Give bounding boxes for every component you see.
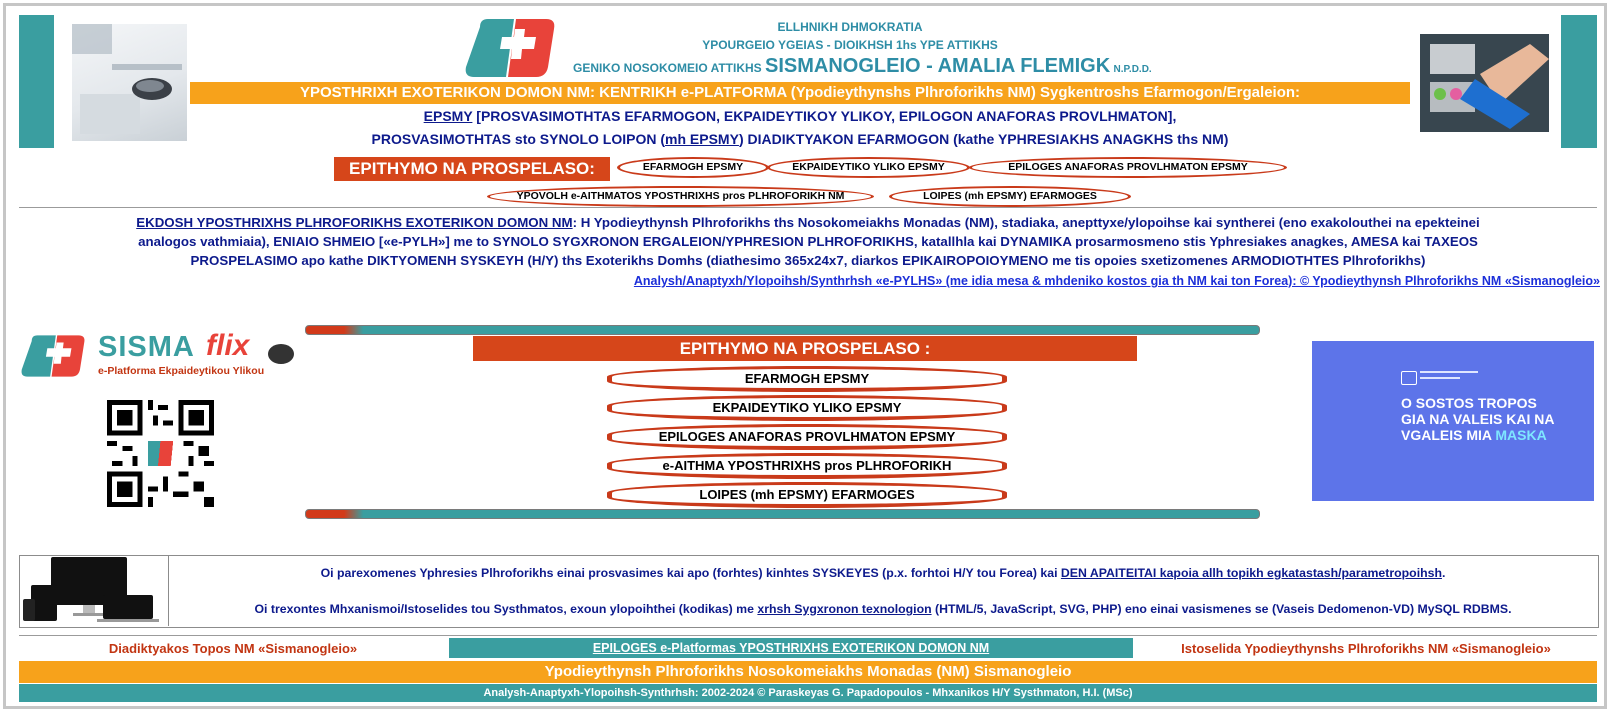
info-line-1 [169, 566, 1597, 580]
header-separator [19, 207, 1597, 208]
menu-epsmy-app-button[interactable]: EFARMOGH EPSMY [607, 366, 1007, 392]
menu-bottom-rail [305, 509, 1260, 519]
copyright-bar: Analysh-Anaptyxh-Ylopoihsh-Synthrhsh: 2002-2024 © Paraskeyas G. Papadopoulos - Mhxanikos H/Y Systhmaton, H.I. (MSc) [19, 684, 1597, 702]
sismaflix-cross-icon [18, 334, 88, 378]
nav-problem-report-button[interactable]: EPILOGES ANAFORAS PROVLHMATON EPSMY [969, 157, 1287, 178]
want-to-access-label: EPITHYMO NA PROSPELASO: [334, 157, 610, 181]
mask-campaign-text [1401, 395, 1561, 443]
header-line-1: ELLHNIKH DHMOKRATIA [777, 20, 923, 34]
platform-title-banner: YPOSTHRIXH EXOTERIKON DOMON NM: KENTRIKH e-PLATFORMA (Ypodieythynshs Plhroforikhs NM) Sygkentroshs Efarmogon/Ergaleion: [190, 82, 1410, 104]
hospital-name: SISMANOGLEIO - AMALIA FLEMIGK [765, 55, 1111, 77]
menu-top-rail [305, 325, 1260, 335]
ekdosi-link[interactable]: EKDOSH YPOSTHRIXHS PLHROFORIKHS EXOTERIKON DOMON NM [136, 215, 573, 230]
menu-other-apps-button[interactable]: LOIPES (mh EPSMY) EFARMOGES [607, 482, 1007, 508]
epsmy-link[interactable]: EPSMY [423, 108, 473, 124]
no-install-link[interactable]: DEN APAITEITAI kapoia allh topikh egkatastash/parametropoihsh [1060, 566, 1442, 580]
mouse-desk-image [72, 24, 187, 141]
left-teal-bar [19, 15, 54, 148]
menu-support-request-button[interactable]: e-AITHMA YPOSTHRIXHS pros PLHROFORIKH [607, 453, 1007, 479]
sismaflix-name-a: SISMA [98, 331, 195, 363]
main-menu-title: EPITHYMO NA PROSPELASO : [473, 336, 1137, 361]
intro-line-2-a: PROSVASIMOTHTAS sto SYNOLO LOIPON ( [371, 131, 666, 147]
sismaflix-subtitle: e-Platforma Ekpaideytikou Ylikou [98, 365, 265, 377]
menu-training-material-button[interactable]: EKPAIDEYTIKO YLIKO EPSMY [607, 395, 1007, 421]
footer-separator [19, 635, 1597, 636]
info-line-1-text: Oi parexomenes Yphresies Plhroforikhs einai prosvasimes kai apo (forhtes) kinhtes SYSKEYES (p.x. forhtoi H/Y tou Forea) kai [320, 566, 1061, 580]
it-department-link[interactable]: Istoselida Ypodieythynshs Plhroforikhs NM «Sismanogleio» [1181, 641, 1551, 656]
menu-problem-report-button[interactable]: EPILOGES ANAFORAS PROVLHMATON EPSMY [607, 424, 1007, 450]
nav-training-material-button[interactable]: EKPAIDEYTIKO YLIKO EPSMY [767, 157, 970, 178]
right-teal-bar [1561, 15, 1597, 148]
info-line-2-tail: (HTML/5, JavaScript, SVG, PHP) eno einai vasismenes se (Vaseis Dedomenon-VD) MySQL RDBMS. [931, 602, 1512, 616]
nav-support-request-button[interactable]: YPOVOLH e-AITHMATOS YPOSTHRIXHS pros PLHROFORIKH NM [487, 186, 874, 207]
hospital-legal-suffix: N.P.D.D. [1113, 64, 1152, 75]
film-reel-icon [268, 344, 294, 364]
gov-emblem-text-line-2 [1420, 377, 1460, 379]
hospital-logo-icon [462, 17, 558, 79]
non-epsmy-link[interactable]: mh EPSMY [665, 131, 739, 147]
it-department-banner: Ypodieythynsh Plhroforikhs Nosokomeiakhs Monadas (NM) Sismanogleio [19, 661, 1597, 683]
devices-image [23, 557, 163, 624]
sismaflix-logo[interactable] [18, 329, 303, 380]
ekdosi-line-1 [10, 213, 1606, 232]
info-line-1-end: . [1441, 566, 1446, 580]
hospital-website-link[interactable]: Diadiktyakos Topos NM «Sismanogleio» [108, 641, 358, 656]
credit-link[interactable]: Analysh/Anaptyxh/Ylopoihsh/Synthrhsh «e-PYLHS» (me idia mesa & mhdeniko kostos gia th NM kai ton Forea): © Ypodieythynsh Plhroforikhs NM «Sismanogleio» [633, 274, 1600, 288]
gov-emblem-text-line-1 [1420, 371, 1478, 373]
intro-line-2-b: ) DIADIKTYAKON EFARMOGON (kathe YPHRESIAKHS ANAGKHS ths NM) [738, 131, 1229, 147]
mask-campaign-main-text: O SOSTOS TROPOS GIA NA VALEIS KAI NA VGALEIS MIA [1401, 395, 1554, 443]
ekdosi-line-2: analogos vathmiaia), ENIAIO SHMEIO [«e-PYLH»] me to SYNOLO SYGXRONON ERGALEION/YPHRESION PLHROFORIKHS, katallhla kai DYNAMIKA prosarmosmeno stis Yphresiakes anagkes, AMESA kai TAXEOS [138, 234, 1478, 249]
intro-line-1-text: [PROSVASIMOTHTAS EFARMOGON, EKPAIDEYTIKOY YLIKOY, EPILOGON ANAFORAS PROVLHMATON], [472, 108, 1177, 124]
hospital-region-label: GENIKO NOSOKOMEIO ATTIKHS [573, 61, 762, 75]
ekdosi-line-3: PROSPELASIMO apo kathe DIKTYOMENH SYSKEYH (H/Y) ths Exoterikhs Domhs (diathesimo 365x24x7, diarkos EPIKAIROPOIOYMENO me tis opoies sxetizomenes ARMODIOTHTES Plhroforikhs) [190, 253, 1426, 268]
mask-campaign-banner[interactable] [1312, 341, 1594, 501]
mask-campaign-highlight: MASKA [1495, 427, 1547, 443]
sismaflix-name-b: flix [206, 329, 250, 362]
intro-line-1 [190, 106, 1410, 127]
modern-tech-link[interactable]: xrhsh Sygxronon texnologion [757, 602, 932, 616]
info-line-2-text: Oi trexontes Mhxanismoi/Istoselides tou Systhmatos, exoun ylopoihthei (kodikas) me [254, 602, 758, 616]
network-cable-image [1420, 34, 1549, 132]
nav-other-apps-button[interactable]: LOIPES (mh EPSMY) EFARMOGES [889, 186, 1131, 207]
qr-code-image [107, 400, 214, 507]
ekdosi-line-1-text: : H Ypodieythynsh Plhroforikhs ths Nosokomeiakhs Monadas (NM), stadiaka, anepttyxe/ylopoihse kai syntherei (eno exakolouthei na epekteinei [572, 215, 1480, 230]
platform-options-link[interactable]: EPILOGES e-Platformas YPOSTHRIXHS EXOTERIKON DOMON NM [449, 638, 1133, 658]
header-line-3 [573, 55, 1193, 78]
info-line-2 [169, 602, 1597, 616]
header-line-2: YPOURGEIO YGEIAS - DIOIKHSH 1hs YPE ATTIKHS [702, 38, 998, 52]
nav-epsmy-app-button[interactable]: EFARMOGH EPSMY [617, 157, 769, 178]
intro-line-2 [190, 129, 1410, 150]
gov-emblem-icon [1401, 371, 1417, 385]
